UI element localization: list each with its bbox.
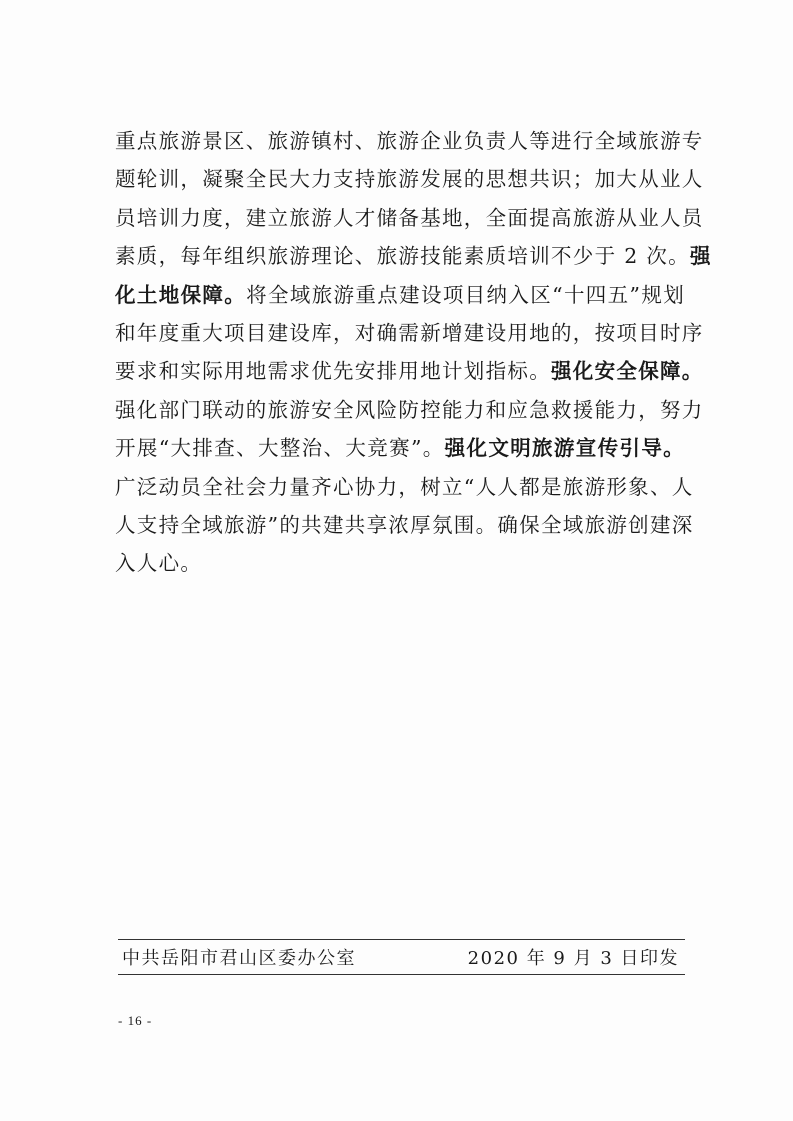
text-line [115, 506, 694, 544]
body-text-run: 入人心。 [115, 551, 203, 576]
text-line [115, 276, 685, 314]
text-line [115, 237, 712, 275]
body-text-run: 广泛动员全社会力量齐心协力，树立“人人都是旅游形象、人 [115, 474, 694, 499]
body-text-run: 员培训力度，建立旅游人才储备基地，全面提高旅游从业人员 [115, 205, 704, 230]
text-line [115, 199, 704, 237]
body-text-run: 题轮训，凝聚全民大力支持旅游发展的思想共识；加大从业人 [115, 167, 704, 192]
body-text-run: 强化部门联动的旅游安全风险防控能力和应急救援能力，努力 [115, 397, 704, 422]
body-text-run: 要求和实际用地需求优先安排用地计划指标。 [115, 359, 551, 384]
footer-bottom-rule [118, 974, 685, 975]
text-line [115, 468, 694, 506]
body-text-run: 重点旅游景区、旅游镇村、旅游企业负责人等进行全域旅游专 [115, 129, 704, 153]
bold-heading-text: 强化文明旅游宣传引导。 [444, 436, 685, 461]
text-line [115, 429, 685, 467]
body-text-run: 开展“大排查、大整治、大竞赛”。 [115, 436, 445, 461]
body-text-run: 和年度重大项目建设库，对确需新增建设用地的，按项目时序 [115, 320, 704, 345]
body-text-run: 将全域旅游重点建设项目纳入区“十四五”规划 [246, 282, 685, 307]
issuance-footer [118, 942, 685, 972]
text-line [115, 160, 704, 198]
text-line [115, 352, 704, 390]
footer-top-rule [118, 939, 685, 940]
page-number: - 16 - [118, 1013, 153, 1028]
text-line [115, 391, 704, 429]
issue-date: 2020 年 9 月 3 日印发 [467, 948, 679, 969]
bold-heading-text: 化土地保障。 [115, 282, 247, 307]
text-line [115, 544, 685, 582]
body-text-run: 人支持全域旅游”的共建共享浓厚氛围。确保全域旅游创建深 [115, 512, 694, 537]
bold-heading-text: 强化安全保障。 [551, 359, 704, 384]
text-line [115, 122, 704, 160]
issuer-name: 中共岳阳市君山区委办公室 [122, 948, 356, 969]
text-line [115, 314, 704, 352]
bold-heading-text: 强 [689, 244, 712, 269]
body-paragraph [115, 122, 712, 583]
body-text-run: 素质，每年组织旅游理论、旅游技能素质培训不少于 2 次。 [115, 244, 690, 269]
